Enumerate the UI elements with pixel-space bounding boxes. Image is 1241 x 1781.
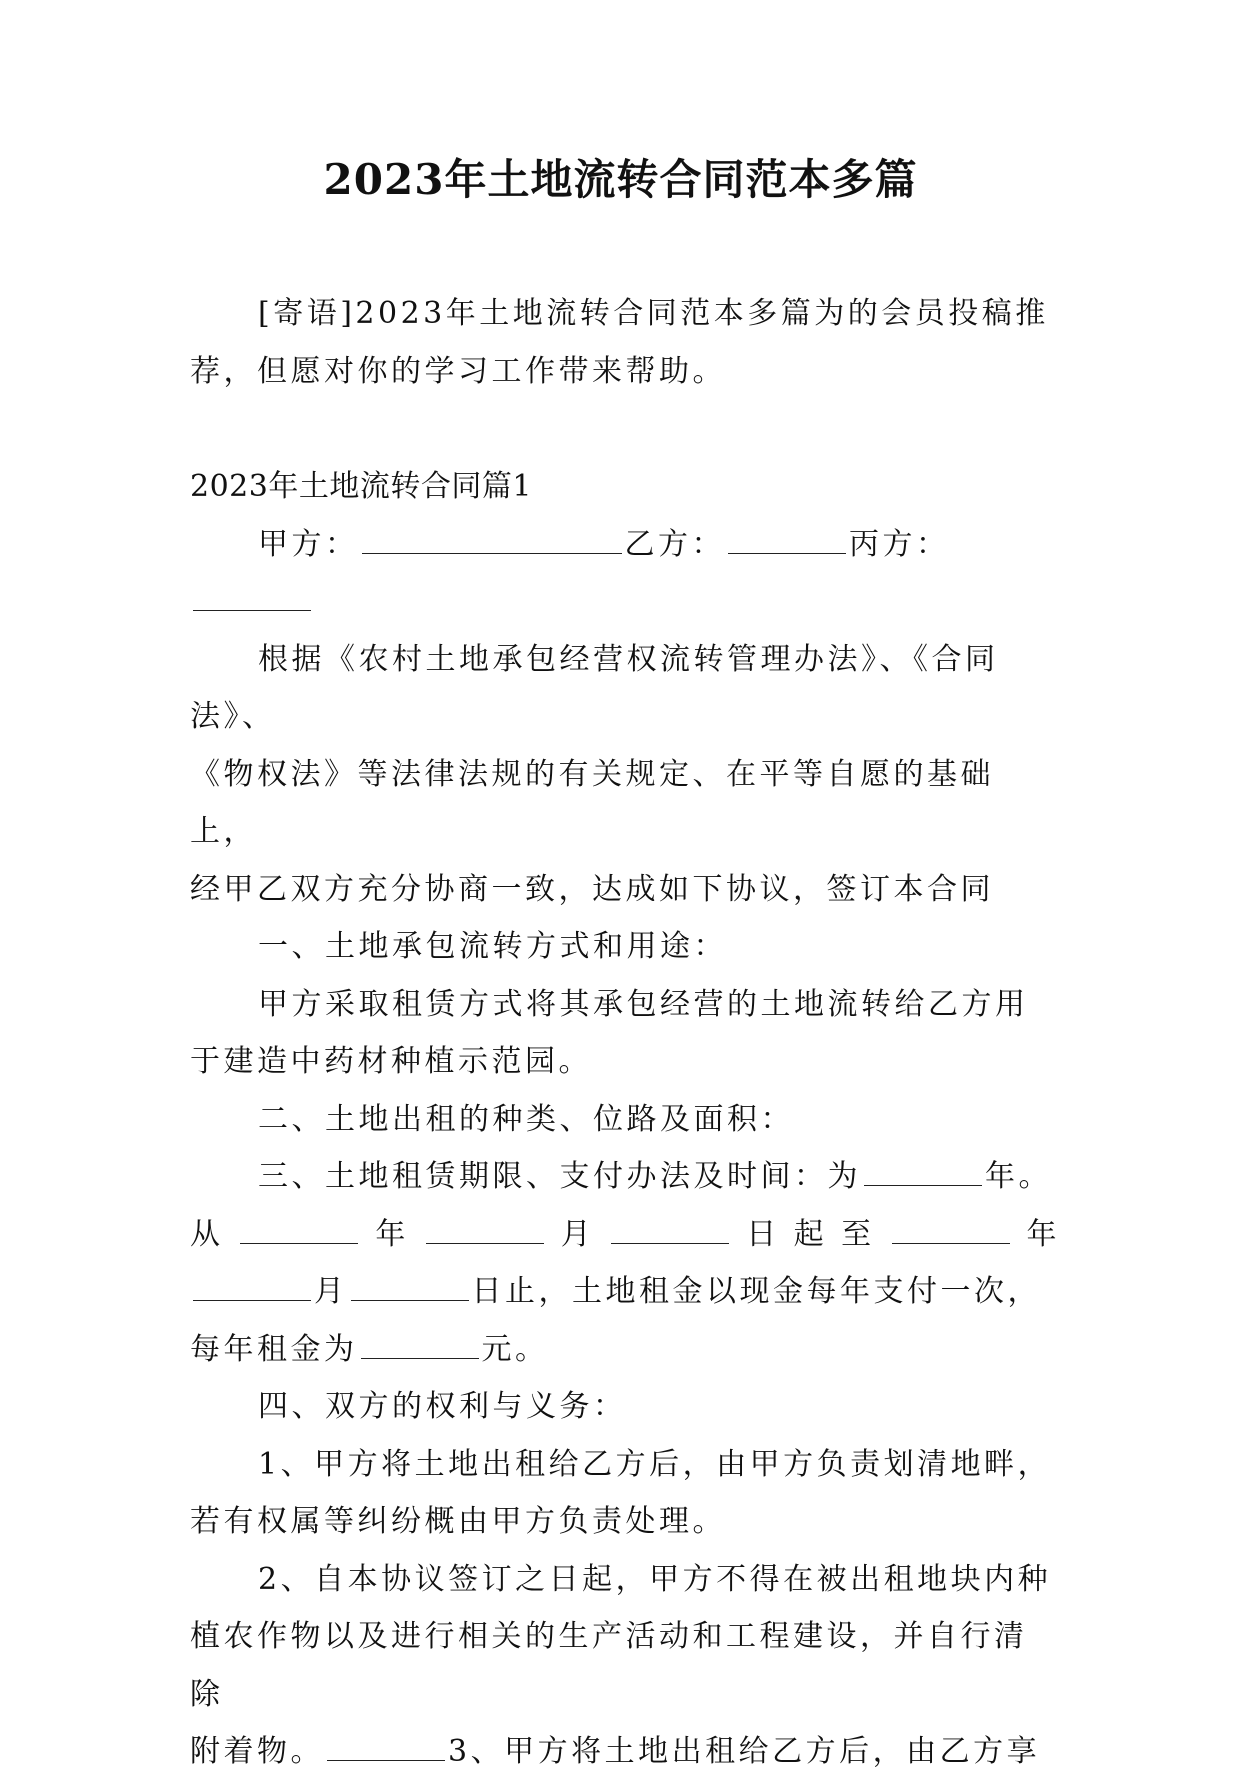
month-label: 月	[546, 1216, 609, 1252]
section-heading: 2023年土地流转合同篇1	[190, 469, 532, 504]
basis-line-2: 《物权法》等法律法规的有关规定、在平等自愿的基础上，	[190, 756, 994, 849]
party-bing-label: 丙方：	[849, 526, 950, 562]
document-body	[190, 285, 1060, 1781]
clause-3-line-3	[190, 1263, 1060, 1321]
attachments-label: 附着物。	[190, 1734, 324, 1769]
start-month-blank	[426, 1207, 544, 1244]
from-label: 从	[190, 1216, 238, 1252]
clause-3-line-4	[190, 1321, 1060, 1379]
end-year-blank	[892, 1207, 1010, 1244]
clause-2-heading: 二、土地出租的种类、位路及面积：	[258, 1101, 794, 1137]
intro-paragraph-line-1: [寄语]2023年土地流转合同范本多篇为的会员投稿推	[258, 296, 1049, 331]
start-year-blank	[240, 1207, 358, 1244]
annual-rent-blank	[361, 1322, 479, 1359]
item-2-line-3	[190, 1723, 1060, 1781]
basis-line-3: 经甲乙双方充分协商一致，达成如下协议，签订本合同	[190, 871, 994, 907]
party-jia-blank	[362, 517, 622, 554]
clause-1-text-line-1: 甲方采取租赁方式将其承包经营的土地流转给乙方用	[258, 986, 1029, 1022]
basis-line-1: 根据《农村土地承包经营权流转管理办法》、《合同法》、	[190, 641, 999, 734]
clause-4-heading: 四、双方的权利与义务：	[258, 1389, 627, 1424]
term-years-blank	[864, 1149, 982, 1186]
month-label-2: 月	[314, 1274, 348, 1309]
party-yi-label: 乙方：	[624, 526, 725, 562]
start-day-blank	[611, 1207, 729, 1244]
party-bing-blank	[193, 574, 311, 611]
clause-1-heading: 一、土地承包流转方式和用途：	[258, 929, 727, 964]
rent-payment-text: 日止，土地租金以现金每年支付一次，	[471, 1274, 1041, 1309]
item-2-line-2: 植农作物以及进行相关的生产活动和工程建设，并自行清除	[190, 1619, 1028, 1712]
clause-1-text-line-2: 于建造中药材种植示范园。	[190, 1044, 592, 1079]
end-day-blank	[351, 1264, 469, 1301]
intro-paragraph-line-2: 荐，但愿对你的学习工作带来帮助。	[190, 353, 726, 389]
day-to-label: 日起至	[732, 1216, 889, 1252]
clause-3-line-1	[190, 1148, 1060, 1206]
item-3-start: 3、甲方将土地出租给乙方后，由乙方享	[448, 1734, 1041, 1769]
clause-3-line-2	[190, 1206, 1060, 1264]
party-jia-label: 甲方：	[258, 526, 359, 562]
parties-line	[190, 516, 1060, 631]
annual-rent-label: 每年租金为	[190, 1331, 358, 1367]
clause-3-year-suffix: 年。	[985, 1159, 1052, 1194]
end-month-blank	[193, 1264, 311, 1301]
year-label-2: 年	[1012, 1216, 1061, 1252]
item-2-blank	[327, 1724, 445, 1761]
document-title: 2023年土地流转合同范本多篇	[323, 155, 918, 204]
clause-3-term-label: 三、土地租赁期限、支付办法及时间：为	[258, 1159, 861, 1194]
spacer	[190, 400, 1060, 458]
year-label: 年	[361, 1216, 423, 1252]
party-yi-blank	[728, 517, 846, 554]
item-2-line-1: 2、自本协议签订之日起，甲方不得在被出租地块内种	[258, 1561, 1052, 1597]
yuan-label: 元。	[481, 1331, 549, 1367]
item-1-line-2: 若有权属等纠纷概由甲方负责处理。	[190, 1504, 726, 1539]
item-1-line-1: 1、甲方将土地出租给乙方后，由甲方负责划清地畔，	[258, 1446, 1052, 1482]
